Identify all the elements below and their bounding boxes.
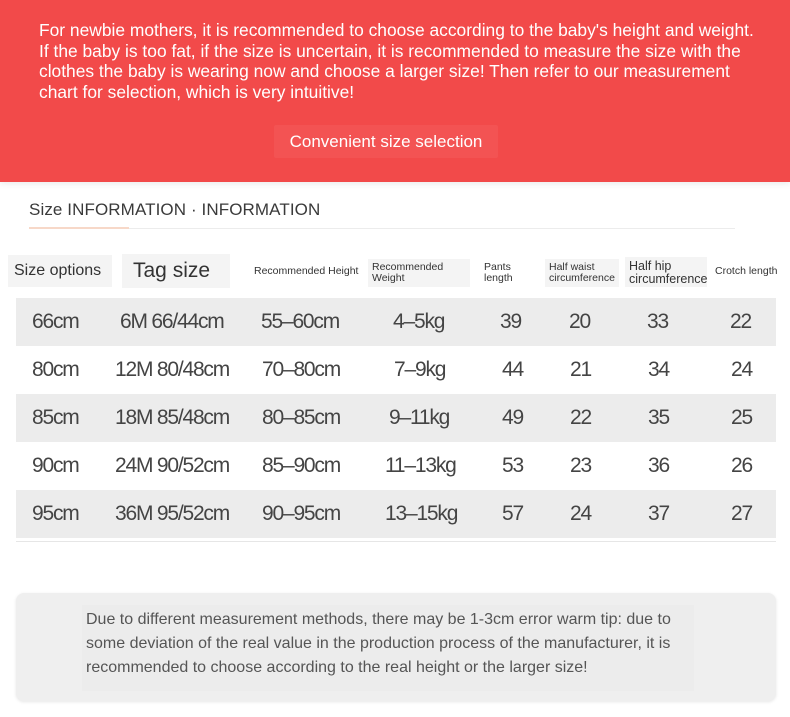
cell-weight: 11–13kg (385, 454, 456, 477)
cell-tag: 6M 66/44cm (120, 310, 224, 333)
cell-crotch: 26 (731, 454, 752, 477)
cell-crotch: 24 (731, 358, 752, 381)
cell-pants: 44 (502, 358, 523, 381)
intro-banner (0, 0, 790, 182)
header-size-options: Size options (14, 262, 102, 279)
cell-tag: 12M 80/48cm (115, 358, 230, 381)
cell-pants: 57 (502, 502, 523, 525)
cell-weight: 13–15kg (385, 502, 458, 525)
cell-hip: 34 (648, 358, 669, 381)
cell-crotch: 27 (731, 502, 752, 525)
cell-tag: 36M 95/52cm (115, 502, 230, 525)
section-divider (29, 228, 735, 229)
warm-tip-text: Due to different measurement methods, there may be 1-3cm error warm tip: due to some deviation of the real value in the production process of the manufacturer, it is recommended to choose according to the real height or the larger size! (86, 611, 671, 676)
cell-waist: 20 (569, 310, 590, 333)
header-crotch-length: Crotch length (715, 265, 778, 277)
cell-size: 80cm (32, 358, 79, 381)
cell-size: 85cm (32, 406, 79, 429)
cell-height: 70–80cm (262, 358, 340, 381)
cell-hip: 36 (648, 454, 669, 477)
header-half-hip: Half hip circumference (629, 259, 708, 286)
warm-tip-box (16, 593, 776, 701)
cell-tag: 24M 90/52cm (115, 454, 230, 477)
table-row (16, 442, 776, 490)
cell-pants: 39 (500, 310, 521, 333)
cell-waist: 21 (570, 358, 591, 381)
cell-size: 66cm (32, 310, 79, 333)
table-bottom-rule (16, 541, 776, 542)
size-selection-button[interactable]: Convenient size selection (274, 125, 498, 158)
table-row (16, 298, 776, 346)
cell-waist: 22 (570, 406, 591, 429)
header-pants-length: Pants length (484, 261, 513, 284)
cell-pants: 49 (502, 406, 523, 429)
cell-tag: 18M 85/48cm (115, 406, 230, 429)
cell-pants: 53 (502, 454, 523, 477)
cell-size: 90cm (32, 454, 79, 477)
cell-height: 90–95cm (262, 502, 340, 525)
cell-hip: 37 (648, 502, 669, 525)
header-recommended-weight: Recommended Weight (372, 261, 444, 284)
cell-height: 85–90cm (262, 454, 340, 477)
cell-weight: 9–11kg (389, 406, 450, 429)
header-half-waist: Half waist circumference (549, 261, 615, 284)
cell-size: 95cm (32, 502, 79, 525)
table-row (16, 490, 776, 538)
cell-weight: 7–9kg (394, 358, 446, 381)
section-title: Size INFORMATION · INFORMATION (29, 200, 321, 219)
cell-hip: 33 (647, 310, 668, 333)
cell-height: 80–85cm (262, 406, 340, 429)
cell-waist: 24 (570, 502, 591, 525)
section-divider-accent (29, 227, 129, 229)
cell-weight: 4–5kg (393, 310, 445, 333)
cell-crotch: 25 (731, 406, 752, 429)
cell-waist: 23 (570, 454, 591, 477)
table-row (16, 394, 776, 442)
header-tag-size: Tag size (133, 259, 211, 282)
cell-height: 55–60cm (261, 310, 339, 333)
cell-hip: 35 (648, 406, 669, 429)
header-recommended-height: Recommended Height (254, 265, 359, 277)
intro-text: For newbie mothers, it is recommended to choose according to the baby's height and weight. If the baby is too fat, if the size is uncertain, it is recommended to measure the size with the clothes the baby is wearing now and choose a larger size! Then refer to our measurement chart for selection, which is very intuitive! (39, 20, 754, 102)
table-row (16, 346, 776, 394)
cell-crotch: 22 (730, 310, 751, 333)
